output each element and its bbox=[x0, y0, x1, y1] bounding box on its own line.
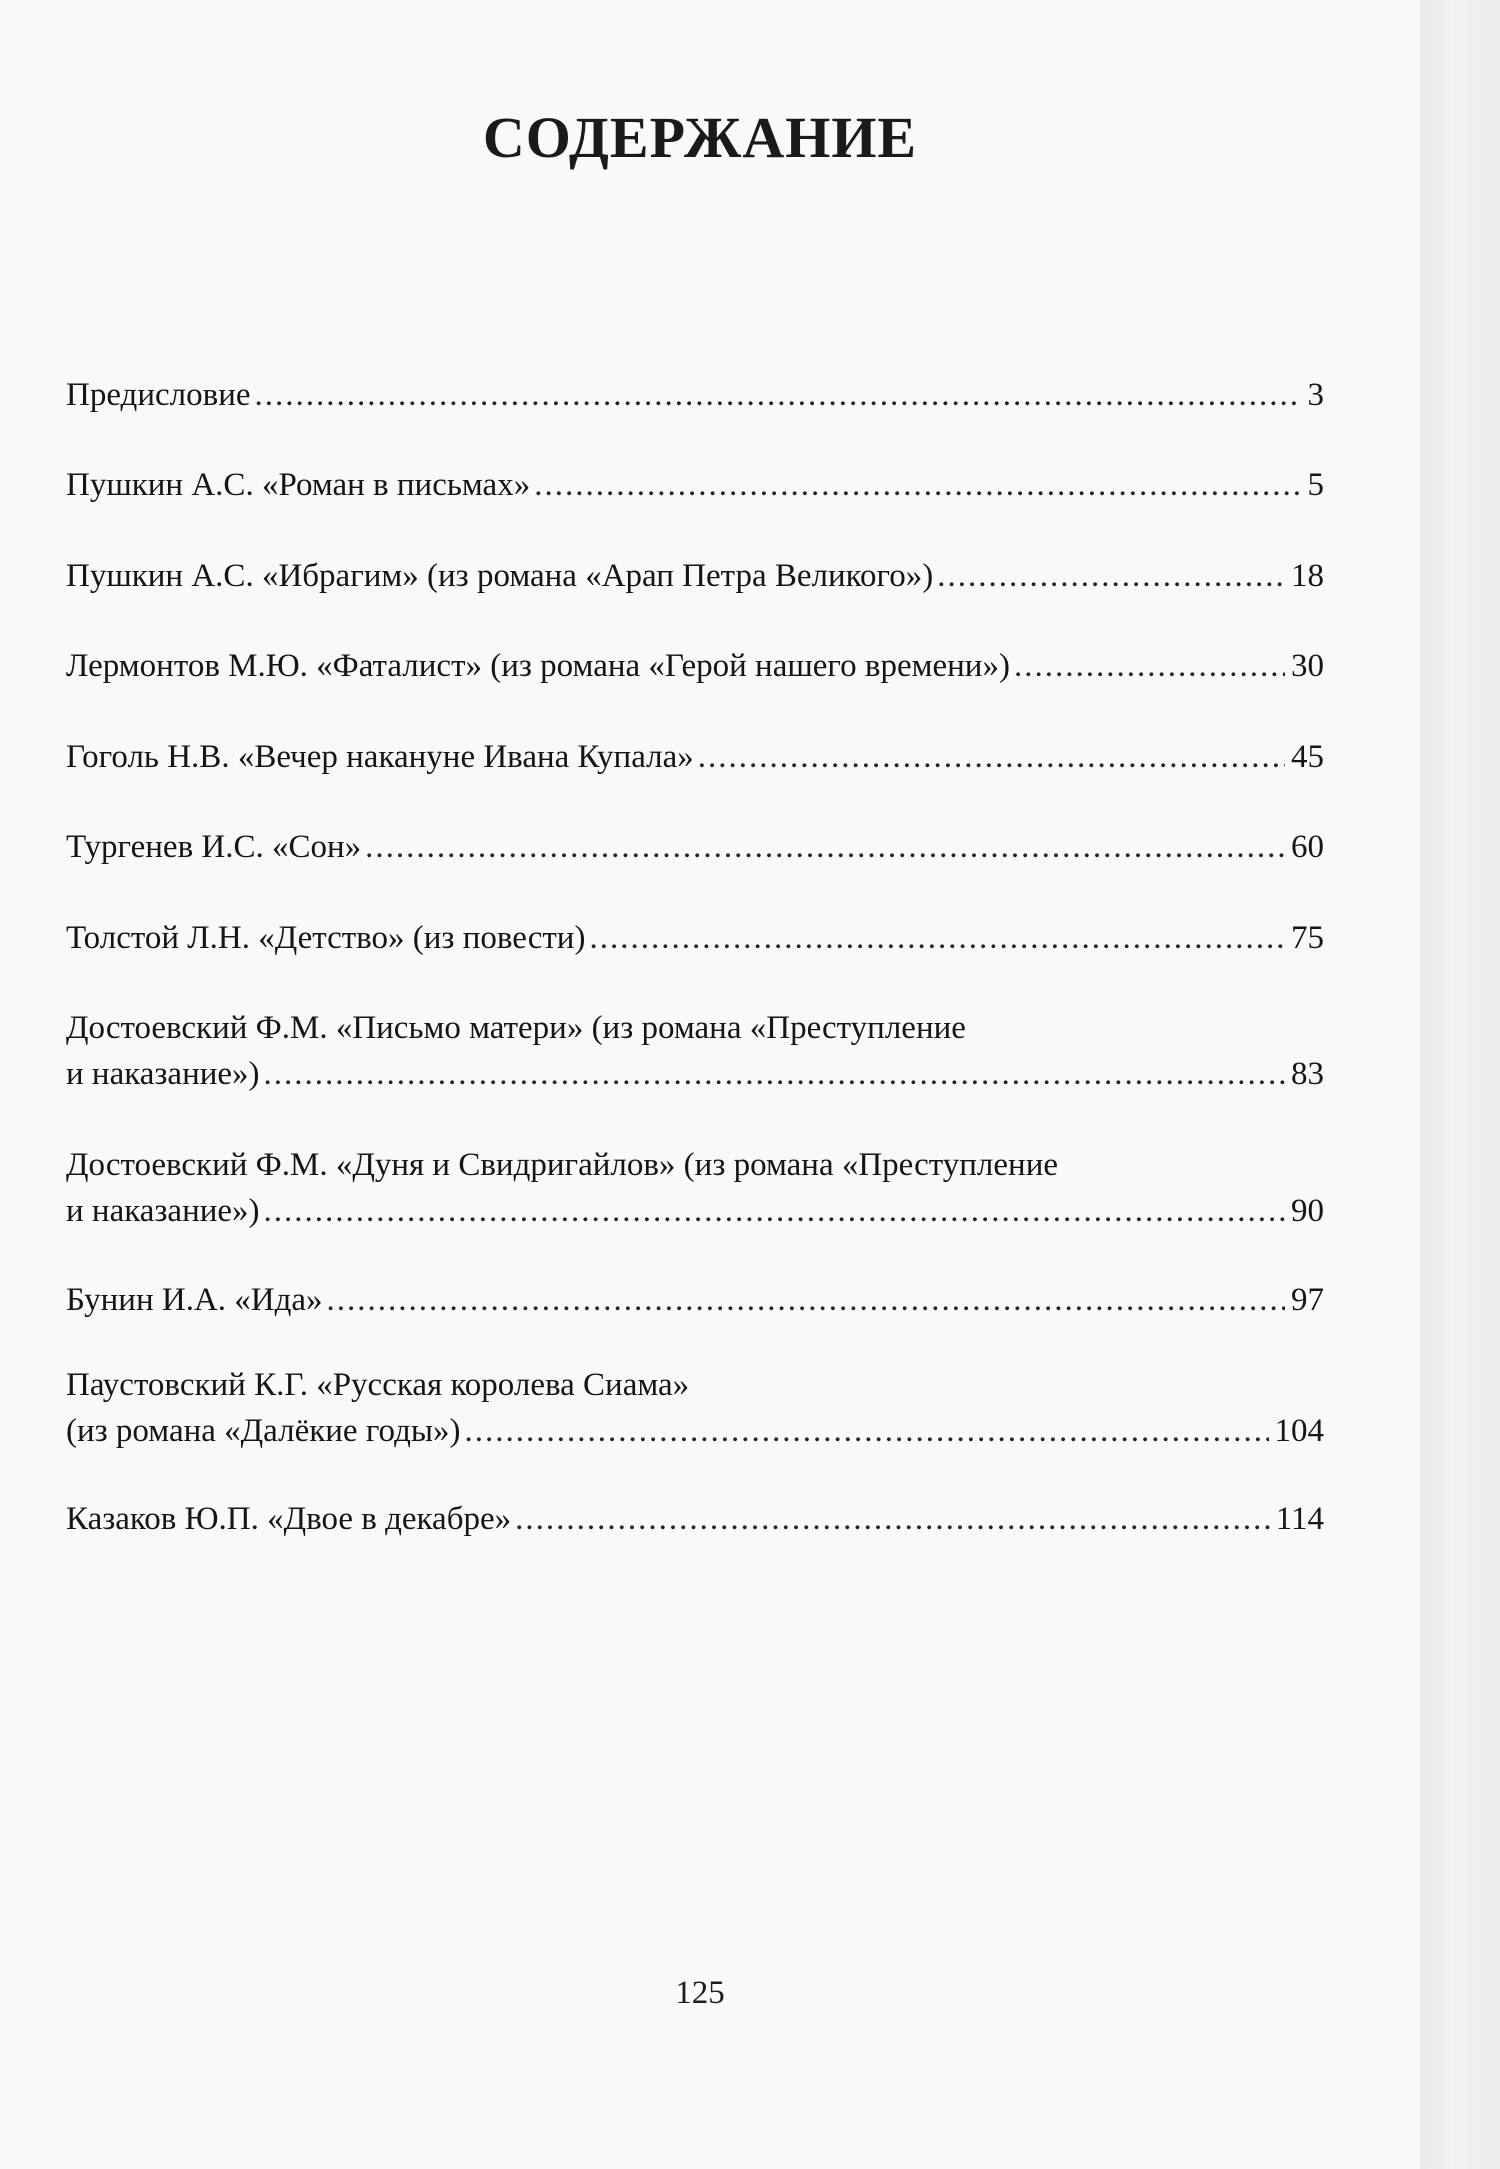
toc-entry-page: 114 bbox=[1275, 1501, 1324, 1537]
toc-entry bbox=[66, 643, 1324, 689]
toc-entry bbox=[66, 1005, 1324, 1097]
toc-entry bbox=[66, 372, 1324, 418]
toc-entry-page: 90 bbox=[1291, 1193, 1324, 1229]
toc-entry-page: 45 bbox=[1291, 739, 1324, 775]
toc-entry-title-line2: и наказание») bbox=[66, 1193, 260, 1229]
toc-entry-page: 75 bbox=[1291, 920, 1324, 956]
page-number: 125 bbox=[675, 1975, 725, 2011]
toc-entry bbox=[66, 915, 1324, 961]
toc-entry bbox=[66, 1277, 1324, 1323]
toc-leader-dots bbox=[534, 462, 1301, 508]
toc-leader-dots bbox=[698, 734, 1285, 780]
toc-entry-title-line1: Паустовский К.Г. «Русская королева Сиама» bbox=[66, 1367, 690, 1403]
toc-entry bbox=[66, 1362, 1324, 1454]
toc-entry bbox=[66, 1496, 1324, 1542]
toc-entry-title-line2: и наказание») bbox=[66, 1056, 260, 1092]
toc-entry-title: Тургенев И.С. «Сон» bbox=[66, 829, 362, 865]
toc-leader-dots bbox=[589, 915, 1285, 961]
toc-entry-title: Предисловие bbox=[66, 377, 251, 413]
toc-entry-title-line2: (из романа «Далёкие годы») bbox=[66, 1413, 461, 1449]
toc-leader-dots bbox=[365, 824, 1285, 870]
toc-entry-title-line1: Достоевский Ф.М. «Дуня и Свидригайлов» (из романа «Преступление bbox=[66, 1147, 1059, 1183]
toc-entry-title: Лермонтов М.Ю. «Фаталист» (из романа «Герой нашего времени») bbox=[66, 648, 1010, 684]
toc-entry-page: 97 bbox=[1291, 1282, 1324, 1318]
toc-entry-title-line1: Достоевский Ф.М. «Письмо матери» (из романа «Преступление bbox=[66, 1010, 966, 1046]
toc-entry-page: 3 bbox=[1307, 377, 1324, 413]
toc-entry-title: Пушкин А.С. «Роман в письмах» bbox=[66, 467, 531, 503]
toc-entry bbox=[66, 462, 1324, 508]
toc-entry-page: 5 bbox=[1307, 467, 1324, 503]
toc-entry-page: 60 bbox=[1291, 829, 1324, 865]
page-title: СОДЕРЖАНИЕ bbox=[482, 105, 918, 170]
toc-entry bbox=[66, 734, 1324, 780]
toc-entry-page: 18 bbox=[1291, 558, 1324, 594]
toc-leader-dots bbox=[937, 553, 1285, 599]
toc-entry-title: Пушкин А.С. «Ибрагим» (из романа «Арап Петра Великого») bbox=[66, 558, 934, 594]
page-edge bbox=[1420, 0, 1500, 2169]
toc-leader-dots bbox=[264, 1051, 1285, 1097]
toc-entry bbox=[66, 1142, 1324, 1234]
toc-entry-title: Гоголь Н.В. «Вечер накануне Ивана Купала» bbox=[66, 739, 694, 775]
toc-entry-title: Бунин И.А. «Ида» bbox=[66, 1282, 323, 1318]
toc-entry-page: 104 bbox=[1274, 1413, 1324, 1449]
toc-entry-title: Казаков Ю.П. «Двое в декабре» bbox=[66, 1501, 512, 1537]
toc-entry-page: 83 bbox=[1291, 1056, 1324, 1092]
toc-entry bbox=[66, 553, 1324, 599]
toc-leader-dots bbox=[264, 1188, 1285, 1234]
toc-leader-dots bbox=[327, 1277, 1285, 1323]
toc-leader-dots bbox=[255, 372, 1302, 418]
toc-entry-page: 30 bbox=[1291, 648, 1324, 684]
toc-leader-dots bbox=[1014, 643, 1285, 689]
toc-leader-dots bbox=[515, 1496, 1270, 1542]
toc-leader-dots bbox=[465, 1408, 1269, 1454]
toc-entry-title: Толстой Л.Н. «Детство» (из повести) bbox=[66, 920, 586, 956]
toc-entry bbox=[66, 824, 1324, 870]
